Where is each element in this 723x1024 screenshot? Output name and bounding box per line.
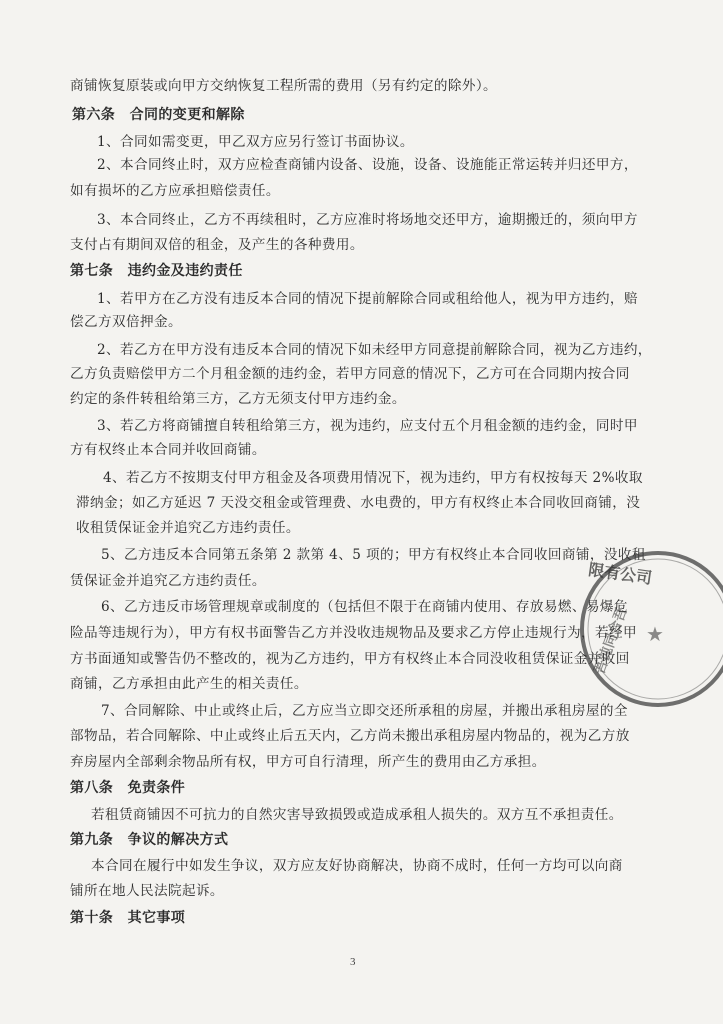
clause-7-5: 5、乙方违反本合同第五条第 2 款第 4、5 项的；甲方有权终止本合同收回商铺，没收租 xyxy=(101,547,646,563)
clause-6-3: 3、本合同终止，乙方不再续租时，乙方应准时将场地交还甲方，逾期搬迁的，须向甲方 xyxy=(97,212,638,228)
body-line: 铺所在地人民法院起诉。 xyxy=(70,883,224,899)
body-line: 偿乙方双倍押金。 xyxy=(70,314,182,330)
body-line: 收租赁保证金并追究乙方违约责任。 xyxy=(76,520,300,536)
body-line: 滞纳金；如乙方延迟 7 天没交租金或管理费、水电费的，甲方有权终止本合同收回商铺，没 xyxy=(76,495,641,511)
section-heading-9: 第九条 争议的解决方式 xyxy=(70,832,229,848)
section-heading-10: 第十条 其它事项 xyxy=(70,910,186,926)
body-line: 商铺恢复原装或向甲方交纳恢复工程所需的费用（另有约定的除外）。 xyxy=(70,78,498,94)
clause-7-4: 4、若乙方不按期支付甲方租金及各项费用情况下，视为违约，甲方有权按每天 2%收取 xyxy=(103,470,643,486)
clause-7-6: 6、乙方违反市场管理规章或制度的（包括但不限于在商铺内使用、存放易燃、易爆危 xyxy=(101,599,628,615)
body-line: 约定的条件转租给第三方，乙方无须支付甲方违约金。 xyxy=(70,391,406,407)
body-line: 方有权终止本合同并收回商铺。 xyxy=(70,442,266,458)
section-heading-8: 第八条 免责条件 xyxy=(70,780,186,796)
clause-7-3: 3、若乙方将商铺擅自转租给第三方，视为违约，应支付五个月租金额的违约金，同时甲 xyxy=(97,418,638,434)
clause-9: 本合同在履行中如发生争议，双方应友好协商解决，协商不成时，任何一方均可以向商 xyxy=(91,858,623,874)
clause-7-1: 1、若甲方在乙方没有违反本合同的情况下提前解除合同或租给他人，视为甲方违约，赔 xyxy=(97,291,638,307)
body-line: 商铺，乙方承担由此产生的相关责任。 xyxy=(70,676,308,692)
clause-6-2: 2、本合同终止时，双方应检查商铺内设备、设施，设备、设施能正常运转并归还甲方， xyxy=(97,157,638,173)
svg-text:★: ★ xyxy=(646,622,664,646)
clause-7-7: 7、合同解除、中止或终止后，乙方应当立即交还所承租的房屋，并搬出承租房屋的全 xyxy=(101,703,628,719)
body-line: 如有损坏的乙方应承担赔偿责任。 xyxy=(70,183,280,199)
company-seal xyxy=(558,541,723,731)
body-line: 弃房屋内全部剩余物品所有权，甲方可自行清理，所产生的费用由乙方承担。 xyxy=(70,754,546,770)
clause-7-2: 2、若乙方在甲方没有违反本合同的情况下如未经甲方同意提前解除合同，视为乙方违约， xyxy=(97,342,652,358)
body-line: 方书面通知或警告仍不整改的，视为乙方违约，甲方有权终止本合同没收租赁保证金并收回 xyxy=(70,651,630,667)
section-heading-7: 第七条 违约金及违约责任 xyxy=(70,263,243,279)
body-line: 支付占有期间双倍的租金，及产生的各种费用。 xyxy=(70,237,364,253)
body-line: 乙方负责赔偿甲方二个月租金额的违约金，若甲方同意的情况下，乙方可在合同期内按合同 xyxy=(70,366,630,382)
body-line: 赁保证金并追究乙方违约责任。 xyxy=(70,573,266,589)
page-number: 3 xyxy=(350,956,356,968)
seal-graphic xyxy=(558,541,723,731)
section-heading-6: 第六条 合同的变更和解除 xyxy=(72,107,245,123)
clause-8: 若租赁商铺因不可抗力的自然灾害导致损毁或造成承租人损失的。双方互不承担责任。 xyxy=(91,807,623,823)
svg-text:吾饨同合吾: 吾饨同合吾 xyxy=(591,605,631,677)
svg-text:限有公司: 限有公司 xyxy=(587,559,654,588)
body-line: 部物品，若合同解除、中止或终止后五天内，乙方尚未搬出承租房屋内物品的，视为乙方放 xyxy=(70,728,630,744)
clause-6-1: 1、合同如需变更，甲乙双方应另行签订书面协议。 xyxy=(97,134,414,150)
body-line: 险品等违规行为），甲方有权书面警告乙方并没收违规物品及要求乙方停止违规行为，若经甲 xyxy=(70,625,637,641)
